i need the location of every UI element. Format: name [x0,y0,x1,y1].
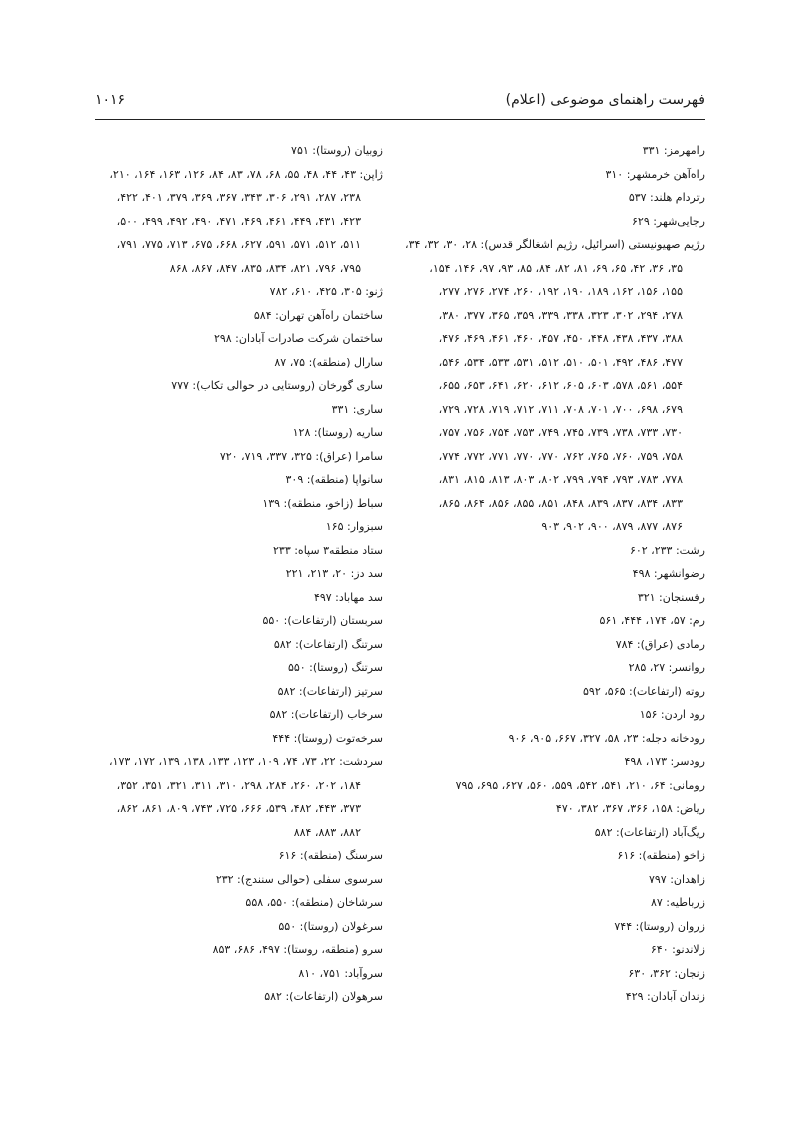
index-entry [405,985,705,1009]
index-entry [83,891,383,915]
index-entry [405,633,705,657]
index-entry-line: ساختمان راه‌آهن تهران: ۵۸۴ [253,308,383,322]
index-entry-line: ساختمان شرکت صادرات آبادان: ۲۹۸ [213,332,383,345]
index-entry [83,327,383,351]
index-entry [83,985,383,1009]
index-entry [405,821,705,845]
index-entry-line: سرخه‌توت (روستا): ۴۴۴ [272,731,383,745]
index-entry [83,163,383,281]
index-entry [405,680,705,704]
index-entry-line: زنجان: ۳۶۲، ۶۳۰ [628,966,705,980]
index-entry-continuation: ۷۷۸، ۷۸۳، ۷۹۳، ۷۹۴، ۷۹۹، ۸۰۲، ۸۰۳، ۸۱۳، ۸۱۵، ۸۳۱، [438,473,683,486]
index-entry [83,492,383,516]
index-entry-line: ژاپن: ۴۳، ۴۴، ۴۸، ۵۵، ۶۸، ۷۸، ۸۳، ۸۴، ۱۲۶، ۱۶۳، ۱۶۴، ۲۱۰، [109,167,383,181]
index-entry [405,210,705,234]
index-entry [405,774,705,798]
index-entry-line: ساری: ۳۳۱ [331,402,383,416]
index-entry-continuation: ۴۲۳، ۴۳۱، ۴۴۹، ۴۶۱، ۴۶۹، ۴۷۱، ۴۹۰، ۴۹۲، ۴۹۹، ۵۰۰، [116,214,361,228]
index-entry [83,280,383,304]
index-entry [83,539,383,563]
index-entry-line: رژیم صهیونیستی (اسرائیل، رژیم اشغالگر قدس): ۲۸، ۳۰، ۳۲، ۳۴، [405,238,705,251]
index-entry-line: سرتنگ (روستا): ۵۵۰ [287,661,383,674]
running-title: فهرست راهنمای موضوعی (اعلام) [505,92,705,108]
index-entry-line: سرسوی سفلی (حوالی سنندج): ۲۳۲ [215,872,383,886]
index-column-right [405,139,705,1009]
index-entry-line: سانواپا (منطقه): ۳۰۹ [285,473,383,486]
index-entry [405,186,705,210]
index-entry [405,163,705,187]
index-entry-continuation: ۷۵۸، ۷۵۹، ۷۶۰، ۷۶۵، ۷۶۲، ۷۷۰، ۷۷۰، ۷۷۱، ۷۷۲، ۷۷۴، [438,449,683,463]
index-entry-line: سروآباد: ۷۵۱، ۸۱۰ [298,966,383,980]
index-entry-line: سبزوار: ۱۶۵ [325,520,383,533]
index-entry-continuation: ۳۵، ۳۶، ۴۲، ۶۵، ۶۹، ۸۱، ۸۲، ۸۴، ۸۵، ۹۳، ۹۷، ۱۴۶، ۱۵۴، [429,261,683,275]
index-entry-line: سربستان (ارتفاعات): ۵۵۰ [262,614,383,627]
index-entry-continuation: ۲۳۸، ۲۸۷، ۲۹۱، ۳۰۶، ۳۴۳، ۳۶۷، ۳۶۹، ۳۷۹، ۴۰۱، ۴۲۲، [116,191,361,204]
index-entry-line: سد دز: ۲۰، ۲۱۳، ۲۲۱ [285,567,383,580]
index-entry-line: ساریه (روستا): ۱۲۸ [292,426,383,439]
index-entry-continuation: ۵۱۱، ۵۱۲، ۵۷۱، ۵۹۱، ۶۲۷، ۶۶۸، ۶۷۵، ۷۱۳، ۷۷۵، ۷۹۱، [116,238,361,251]
index-entry-line: ساری گورخان (روستایی در حوالی تکاب): ۷۷۷ [171,379,383,392]
index-entry [83,586,383,610]
index-entry-line: روته (ارتفاعات): ۵۶۵، ۵۹۲ [583,684,705,698]
index-column-left [83,139,383,1009]
index-entry-continuation: ۱۵۵، ۱۵۶، ۱۶۲، ۱۸۹، ۱۹۰، ۱۹۲، ۲۶۰، ۲۷۴، ۲۷۶، ۲۷۷، [438,285,683,298]
index-entry-continuation: ۸۸۲، ۸۸۳، ۸۸۴ [293,825,361,839]
index-entry-line: روانسر: ۲۷، ۲۸۵ [628,661,705,674]
index-entry-line: زاخو (منطقه): ۶۱۶ [617,849,705,862]
index-entry-line: ستاد منطقه۳ سپاه: ۲۳۳ [273,543,383,557]
index-entry [83,609,383,633]
index-entry [405,586,705,610]
index-entry-line: ژنو: ۳۰۵، ۴۲۵، ۶۱۰، ۷۸۲ [269,285,383,298]
index-entry [405,797,705,821]
index-entry-line: سامرا (عراق): ۳۲۵، ۳۳۷، ۷۱۹، ۷۲۰ [219,449,383,463]
index-entry-line: زرباطیه: ۸۷ [650,896,705,909]
index-entry-line: زوبیان (روستا): ۷۵۱ [291,144,383,157]
index-entry-line: رامهرمز: ۳۳۱ [642,144,705,157]
index-entry [83,750,383,844]
index-entry-line: رومانی: ۶۴، ۲۱۰، ۵۴۱، ۵۴۲، ۵۵۹، ۵۶۰، ۶۲۷، ۶۹۵، ۷۹۵ [455,778,705,792]
index-entry-line: سرتیز (ارتفاعات): ۵۸۲ [277,684,383,698]
page-header [95,86,705,116]
index-entry-line: رجایی‌شهر: ۶۲۹ [632,214,705,228]
index-entry-continuation: ۸۷۶، ۸۷۷، ۸۷۹، ۹۰۰، ۹۰۲، ۹۰۳ [541,520,683,533]
index-entry-continuation: ۷۳۰، ۷۳۳، ۷۳۸، ۷۳۹، ۷۴۵، ۷۴۹، ۷۵۳، ۷۵۴، ۷۵۶، ۷۵۷، [438,426,683,439]
index-entry [405,727,705,751]
index-entry [405,233,705,539]
index-entry-continuation: ۱۸۴، ۲۰۲، ۲۶۰، ۲۸۴، ۲۹۸، ۳۱۰، ۳۱۱، ۳۲۱، ۳۵۱، ۳۵۲، [116,778,361,792]
index-entry-line: سرو (منطقه، روستا): ۴۹۷، ۶۸۶، ۸۵۳ [212,943,383,956]
index-entry [405,539,705,563]
index-entry-line: زروان (روستا): ۷۴۴ [614,919,705,933]
index-entry-continuation: ۳۷۳، ۴۴۳، ۴۸۲، ۵۳۹، ۶۶۶، ۷۲۵، ۷۴۳، ۸۰۹، ۸۶۱، ۸۶۲، [116,802,361,815]
index-entry-continuation: ۲۷۸، ۲۹۴، ۳۰۲، ۳۲۳، ۳۳۸، ۳۳۹، ۳۵۹، ۳۶۵، ۳۷۷، ۳۸۰، [438,308,683,322]
index-entry [83,445,383,469]
index-entry-line: راه‌آهن خرمشهر: ۳۱۰ [605,167,705,181]
index-entry [405,139,705,163]
index-entry-line: ریگ‌آباد (ارتفاعات): ۵۸۲ [594,825,705,839]
index-entry-continuation: ۴۷۷، ۴۸۶، ۴۹۲، ۵۰۱، ۵۱۰، ۵۱۲، ۵۳۱، ۵۳۳، ۵۳۴، ۵۴۶، [438,355,683,369]
index-entry-line: رمادی (عراق): ۷۸۴ [615,637,705,651]
index-entry [83,421,383,445]
index-entry [83,468,383,492]
index-entry [405,938,705,962]
index-entry-line: سرخاب (ارتفاعات): ۵۸۲ [269,708,383,721]
index-entry-continuation: ۶۷۹، ۶۹۸، ۷۰۰، ۷۰۱، ۷۰۸، ۷۱۱، ۷۱۲، ۷۱۹، ۷۲۸، ۷۲۹، [438,402,683,416]
index-entry [83,703,383,727]
index-entry [405,868,705,892]
index-entry-continuation: ۷۹۵، ۷۹۶، ۸۲۱، ۸۳۴، ۸۳۵، ۸۴۷، ۸۶۷، ۸۶۸ [169,261,361,275]
index-entry [405,656,705,680]
index-entry-line: زلاندنو: ۶۴۰ [650,943,705,956]
index-entry [83,633,383,657]
index-entry-line: رشت: ۲۳۳، ۶۰۲ [629,543,705,557]
index-entry-line: رودخانه دجله: ۲۳، ۵۸، ۳۲۷، ۶۶۷، ۹۰۵، ۹۰۶ [508,731,705,745]
index-entry-line: سارال (منطقه): ۷۵، ۸۷ [274,355,383,369]
index-entry [405,915,705,939]
index-entry [83,351,383,375]
index-entry-line: رضوانشهر: ۴۹۸ [632,567,705,580]
index-entry-line: رتردام هلند: ۵۳۷ [628,191,705,204]
index-entry [405,562,705,586]
index-entry [83,515,383,539]
index-entry [83,562,383,586]
index-entry-line: رود اردن: ۱۵۶ [639,708,705,721]
header-rule [95,119,705,120]
index-entry-line: سرسنگ (منطقه): ۶۱۶ [278,849,383,862]
index-entry [405,844,705,868]
index-entry-line: سباط (زاخو، منطقه): ۱۳۹ [262,496,383,510]
index-entry [83,398,383,422]
index-entry-line: سد مهاباد: ۴۹۷ [313,590,383,604]
index-entry-line: سرهولان (ارتفاعات): ۵۸۲ [264,990,383,1003]
index-entry [83,962,383,986]
index-entry-continuation: ۳۸۸، ۴۳۷، ۴۳۸، ۴۴۸، ۴۵۰، ۴۵۷، ۴۶۰، ۴۶۱، ۴۶۹، ۴۷۶، [438,332,683,345]
index-entry [405,703,705,727]
index-entry-line: زندان آبادان: ۴۲۹ [625,990,705,1003]
index-entry [405,891,705,915]
index-entry-line: سرغولان (روستا): ۵۵۰ [278,919,383,933]
index-entry-line: رم: ۵۷، ۱۷۴، ۴۴۴، ۵۶۱ [599,614,705,627]
index-entry-line: سردشت: ۲۲، ۷۳، ۷۴، ۱۰۹، ۱۲۳، ۱۳۳، ۱۳۸، ۱۳۹، ۱۷۲، ۱۷۳، [108,755,383,768]
index-entry [405,609,705,633]
index-entry [83,844,383,868]
index-entry-continuation: ۵۵۴، ۵۶۱، ۵۷۸، ۶۰۳، ۶۰۵، ۶۱۲، ۶۲۰، ۶۴۱، ۶۵۳، ۶۵۵، [438,379,683,392]
index-entry [405,750,705,774]
index-entry [83,727,383,751]
index-entry [83,868,383,892]
page-number: ۱۰۱۶ [95,92,126,108]
index-entry-line: سرتنگ (ارتفاعات): ۵۸۲ [273,637,383,651]
index-entry-line: سرشاخان (منطقه): ۵۵۰، ۵۵۸ [245,896,383,909]
index-entry [83,374,383,398]
index-entry-line: ریاض: ۱۵۸، ۳۶۶، ۳۶۷، ۳۸۲، ۴۷۰ [555,802,705,815]
index-entry-line: رودسر: ۱۷۳، ۴۹۸ [624,755,705,768]
index-entry [83,938,383,962]
index-entry [83,304,383,328]
index-entry-continuation: ۸۳۳، ۸۳۴، ۸۳۷، ۸۳۹، ۸۴۸، ۸۵۱، ۸۵۵، ۸۵۶، ۸۶۴، ۸۶۵، [438,496,683,510]
index-entry-line: رفسنجان: ۳۲۱ [637,590,705,604]
index-entry [83,915,383,939]
index-entry [83,680,383,704]
index-entry [405,962,705,986]
index-entry [83,656,383,680]
index-entry [83,139,383,163]
index-entry-line: زاهدان: ۷۹۷ [648,872,705,886]
